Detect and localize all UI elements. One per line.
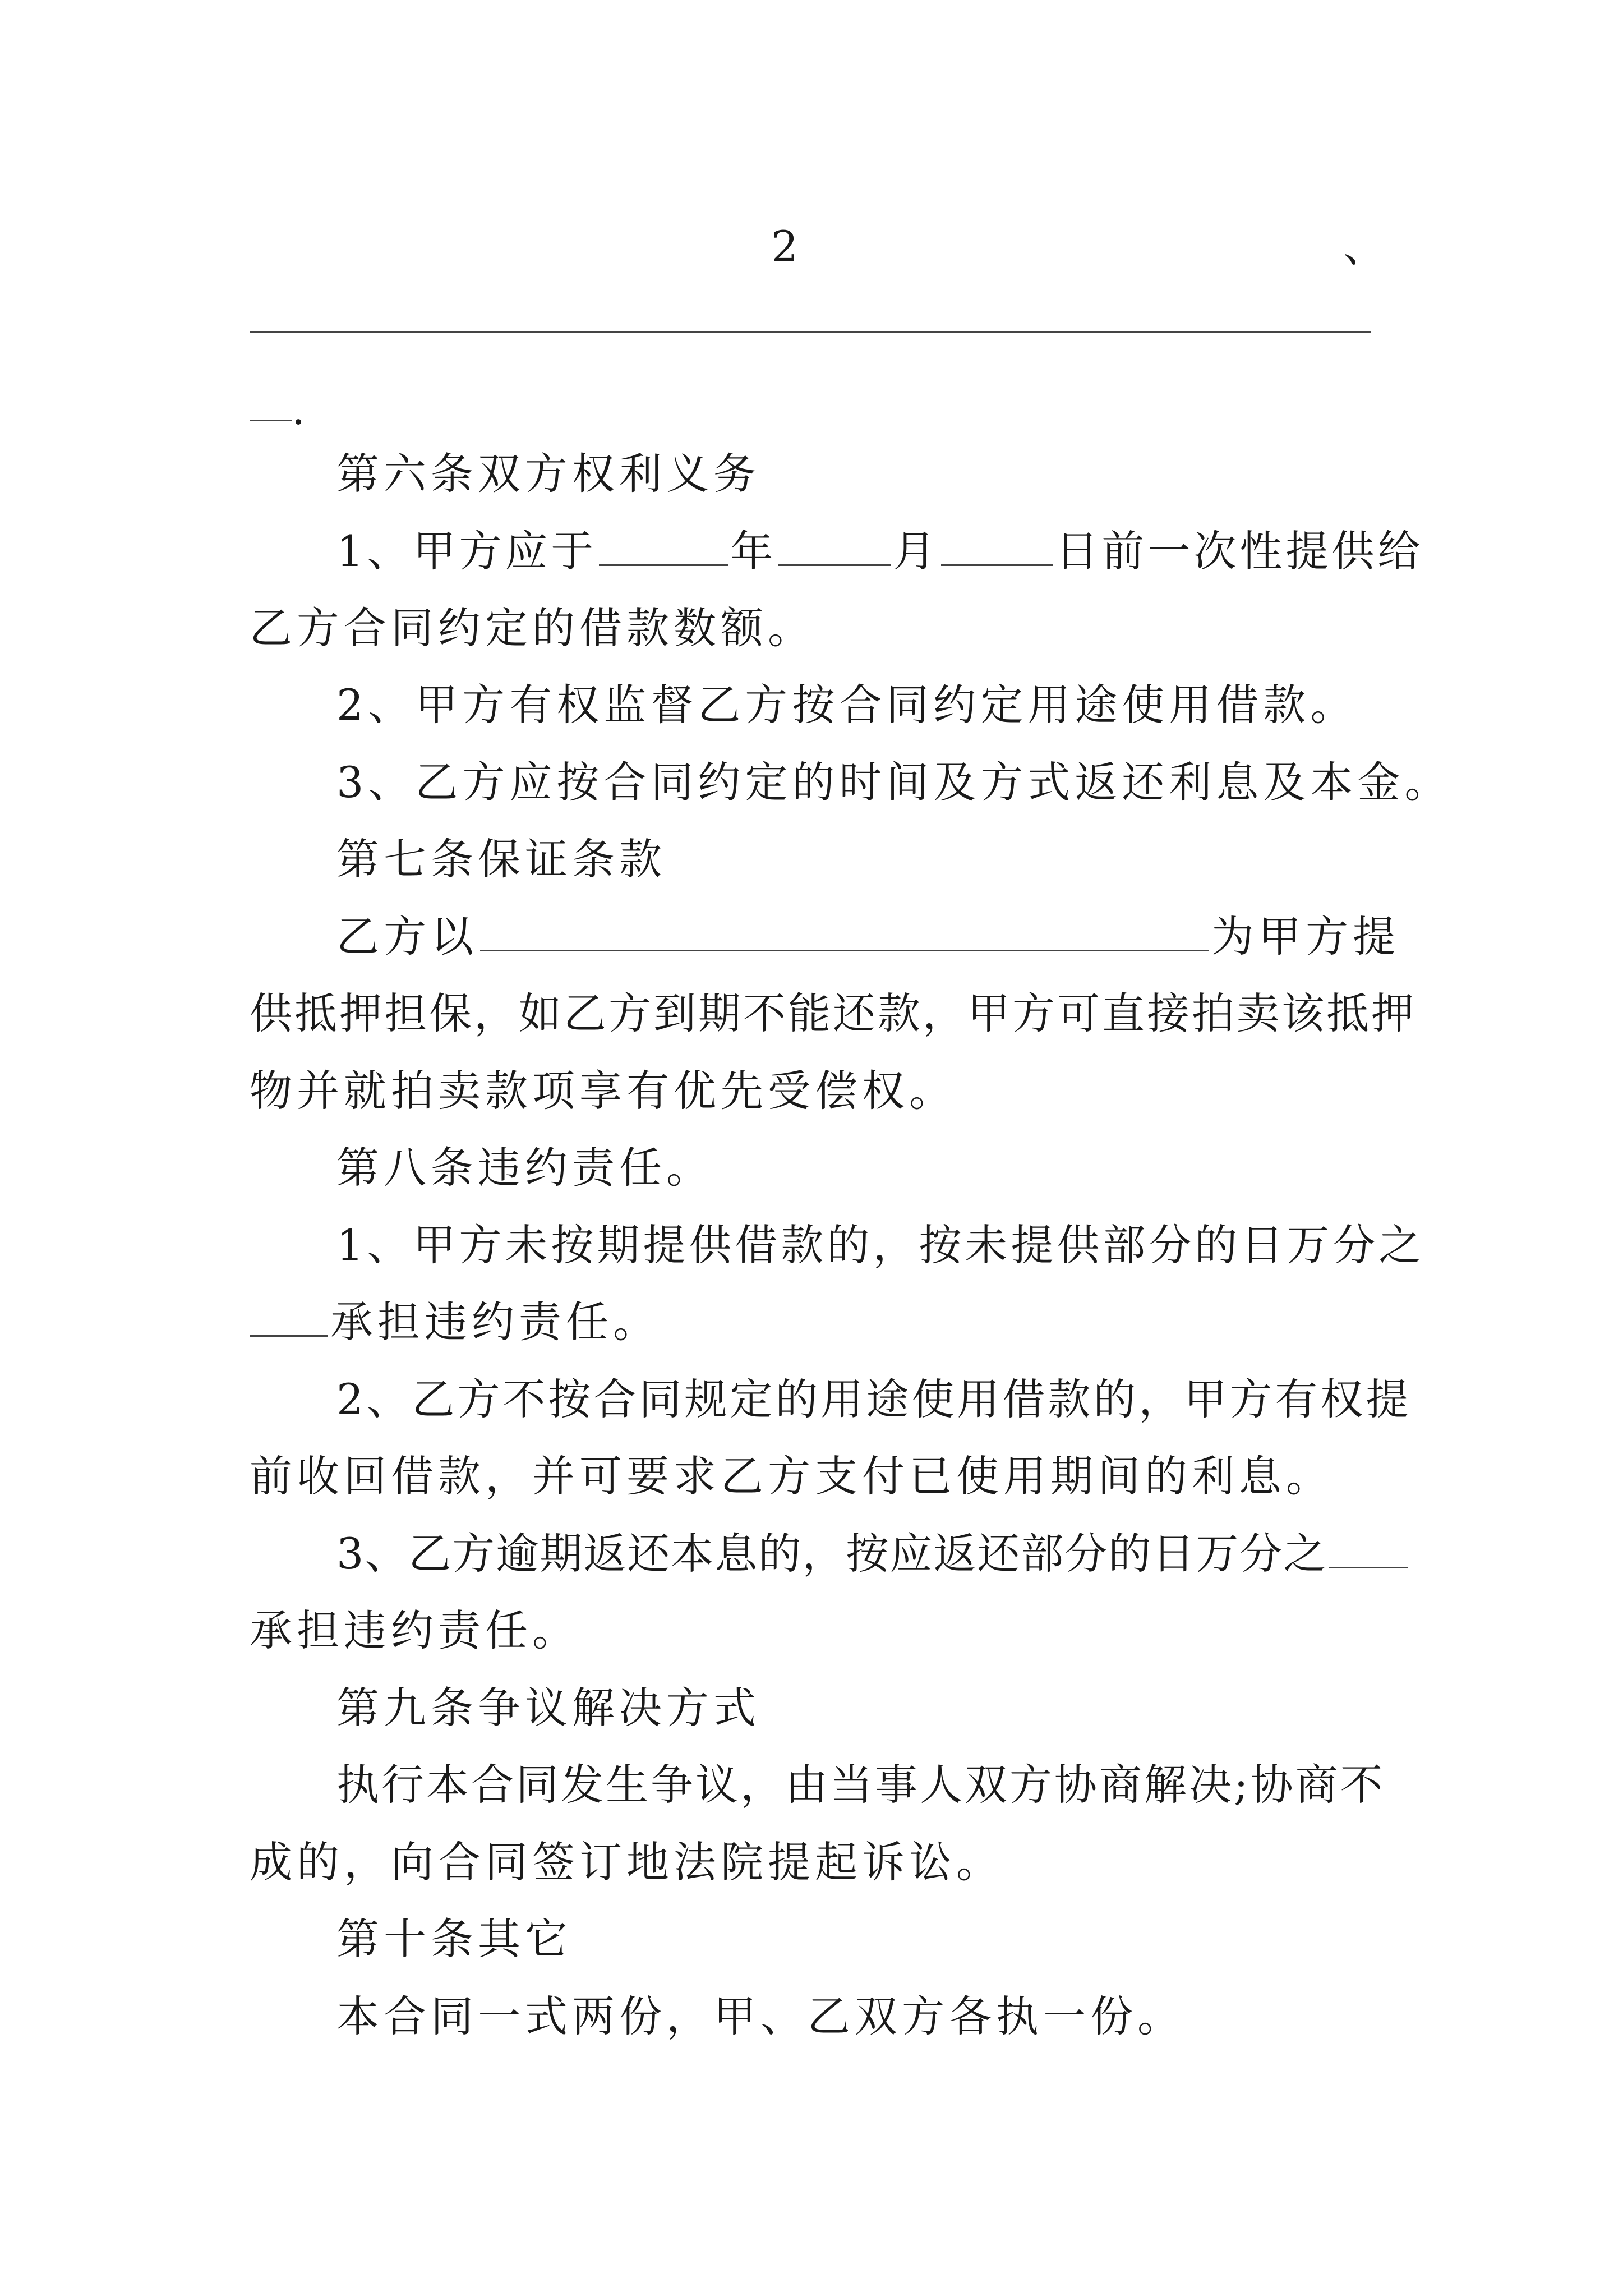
article-7-line-2: 供抵押担保，如乙方到期不能还款，甲方可直接拍卖该抵押 <box>250 988 1416 1038</box>
article-9-line-1: 执行本合同发生争议，由当事人双方协商解决;协商不 <box>336 1760 1385 1810</box>
year-label: 年 <box>730 526 777 576</box>
article-6-item-2: 2、甲方有权监督乙方按合同约定用途使用借款。 <box>336 680 1358 730</box>
article-6-item-1-cont: 乙方合同约定的借款数额。 <box>250 603 815 653</box>
article-9-heading: 第九条争议解决方式 <box>336 1683 760 1733</box>
article-8-item-3-line-1 <box>336 1526 1475 1582</box>
item-period: . <box>292 384 310 434</box>
blank-rule-long <box>250 331 1371 333</box>
article-8-item-3-line-1-text: 3、乙方逾期返还本息的，按应返还部分的日万分之 <box>336 1529 1327 1579</box>
article-7-suffix: 为甲方提 <box>1211 912 1400 961</box>
article-8-item-2-line-2: 前收回借款，并可要求乙方支付已使用期间的利息。 <box>250 1451 1333 1501</box>
article-7-heading: 第七条保证条款 <box>336 834 666 884</box>
collateral-blank <box>480 913 1209 951</box>
article-8-item-1-line-1: 1、甲方未按期提供借款的，按未提供部分的日万分之 <box>336 1220 1425 1270</box>
article-7-line-1 <box>336 909 1400 965</box>
article-8-item-1-line-2 <box>250 1294 1388 1350</box>
article-8-item-1-line-2-text: 承担违约责任。 <box>330 1297 660 1347</box>
year-blank <box>599 527 728 566</box>
month-blank <box>778 527 891 566</box>
item-comma: 、 <box>1343 222 1390 272</box>
article-8-heading: 第八条违约责任。 <box>336 1143 713 1193</box>
article-8-item-2-line-1: 2、乙方不按合同规定的用途使用借款的，甲方有权提 <box>336 1374 1412 1424</box>
article-9-line-2: 成的，向合同签订地法院提起诉讼。 <box>250 1837 1003 1887</box>
day-blank <box>941 527 1053 566</box>
item-number: 2 <box>771 222 803 272</box>
penalty-blank-1 <box>250 1298 328 1337</box>
article-6-item-3: 3、乙方应按合同约定的时间及方式返还利息及本金。 <box>336 757 1452 807</box>
article-10-heading: 第十条其它 <box>336 1914 572 1964</box>
article-6-heading: 第六条双方权利义务 <box>336 449 760 499</box>
article-6-item-1-prefix: 1、甲方应于 <box>336 526 597 576</box>
article-7-prefix: 乙方以 <box>336 912 478 961</box>
month-label: 月 <box>893 526 939 576</box>
article-6-item-1 <box>336 523 1424 579</box>
article-10-line-1: 本合同一式两份，甲、乙双方各执一份。 <box>336 1991 1184 2041</box>
article-7-line-3: 物并就拍卖款项享有优先受偿权。 <box>250 1066 956 1116</box>
article-8-item-3-line-2: 承担违约责任。 <box>250 1605 579 1655</box>
article-6-item-1-suffix: 日前一次性提供给 <box>1055 526 1424 576</box>
blank-rule-short <box>250 420 292 421</box>
penalty-blank-2 <box>1329 1530 1408 1568</box>
